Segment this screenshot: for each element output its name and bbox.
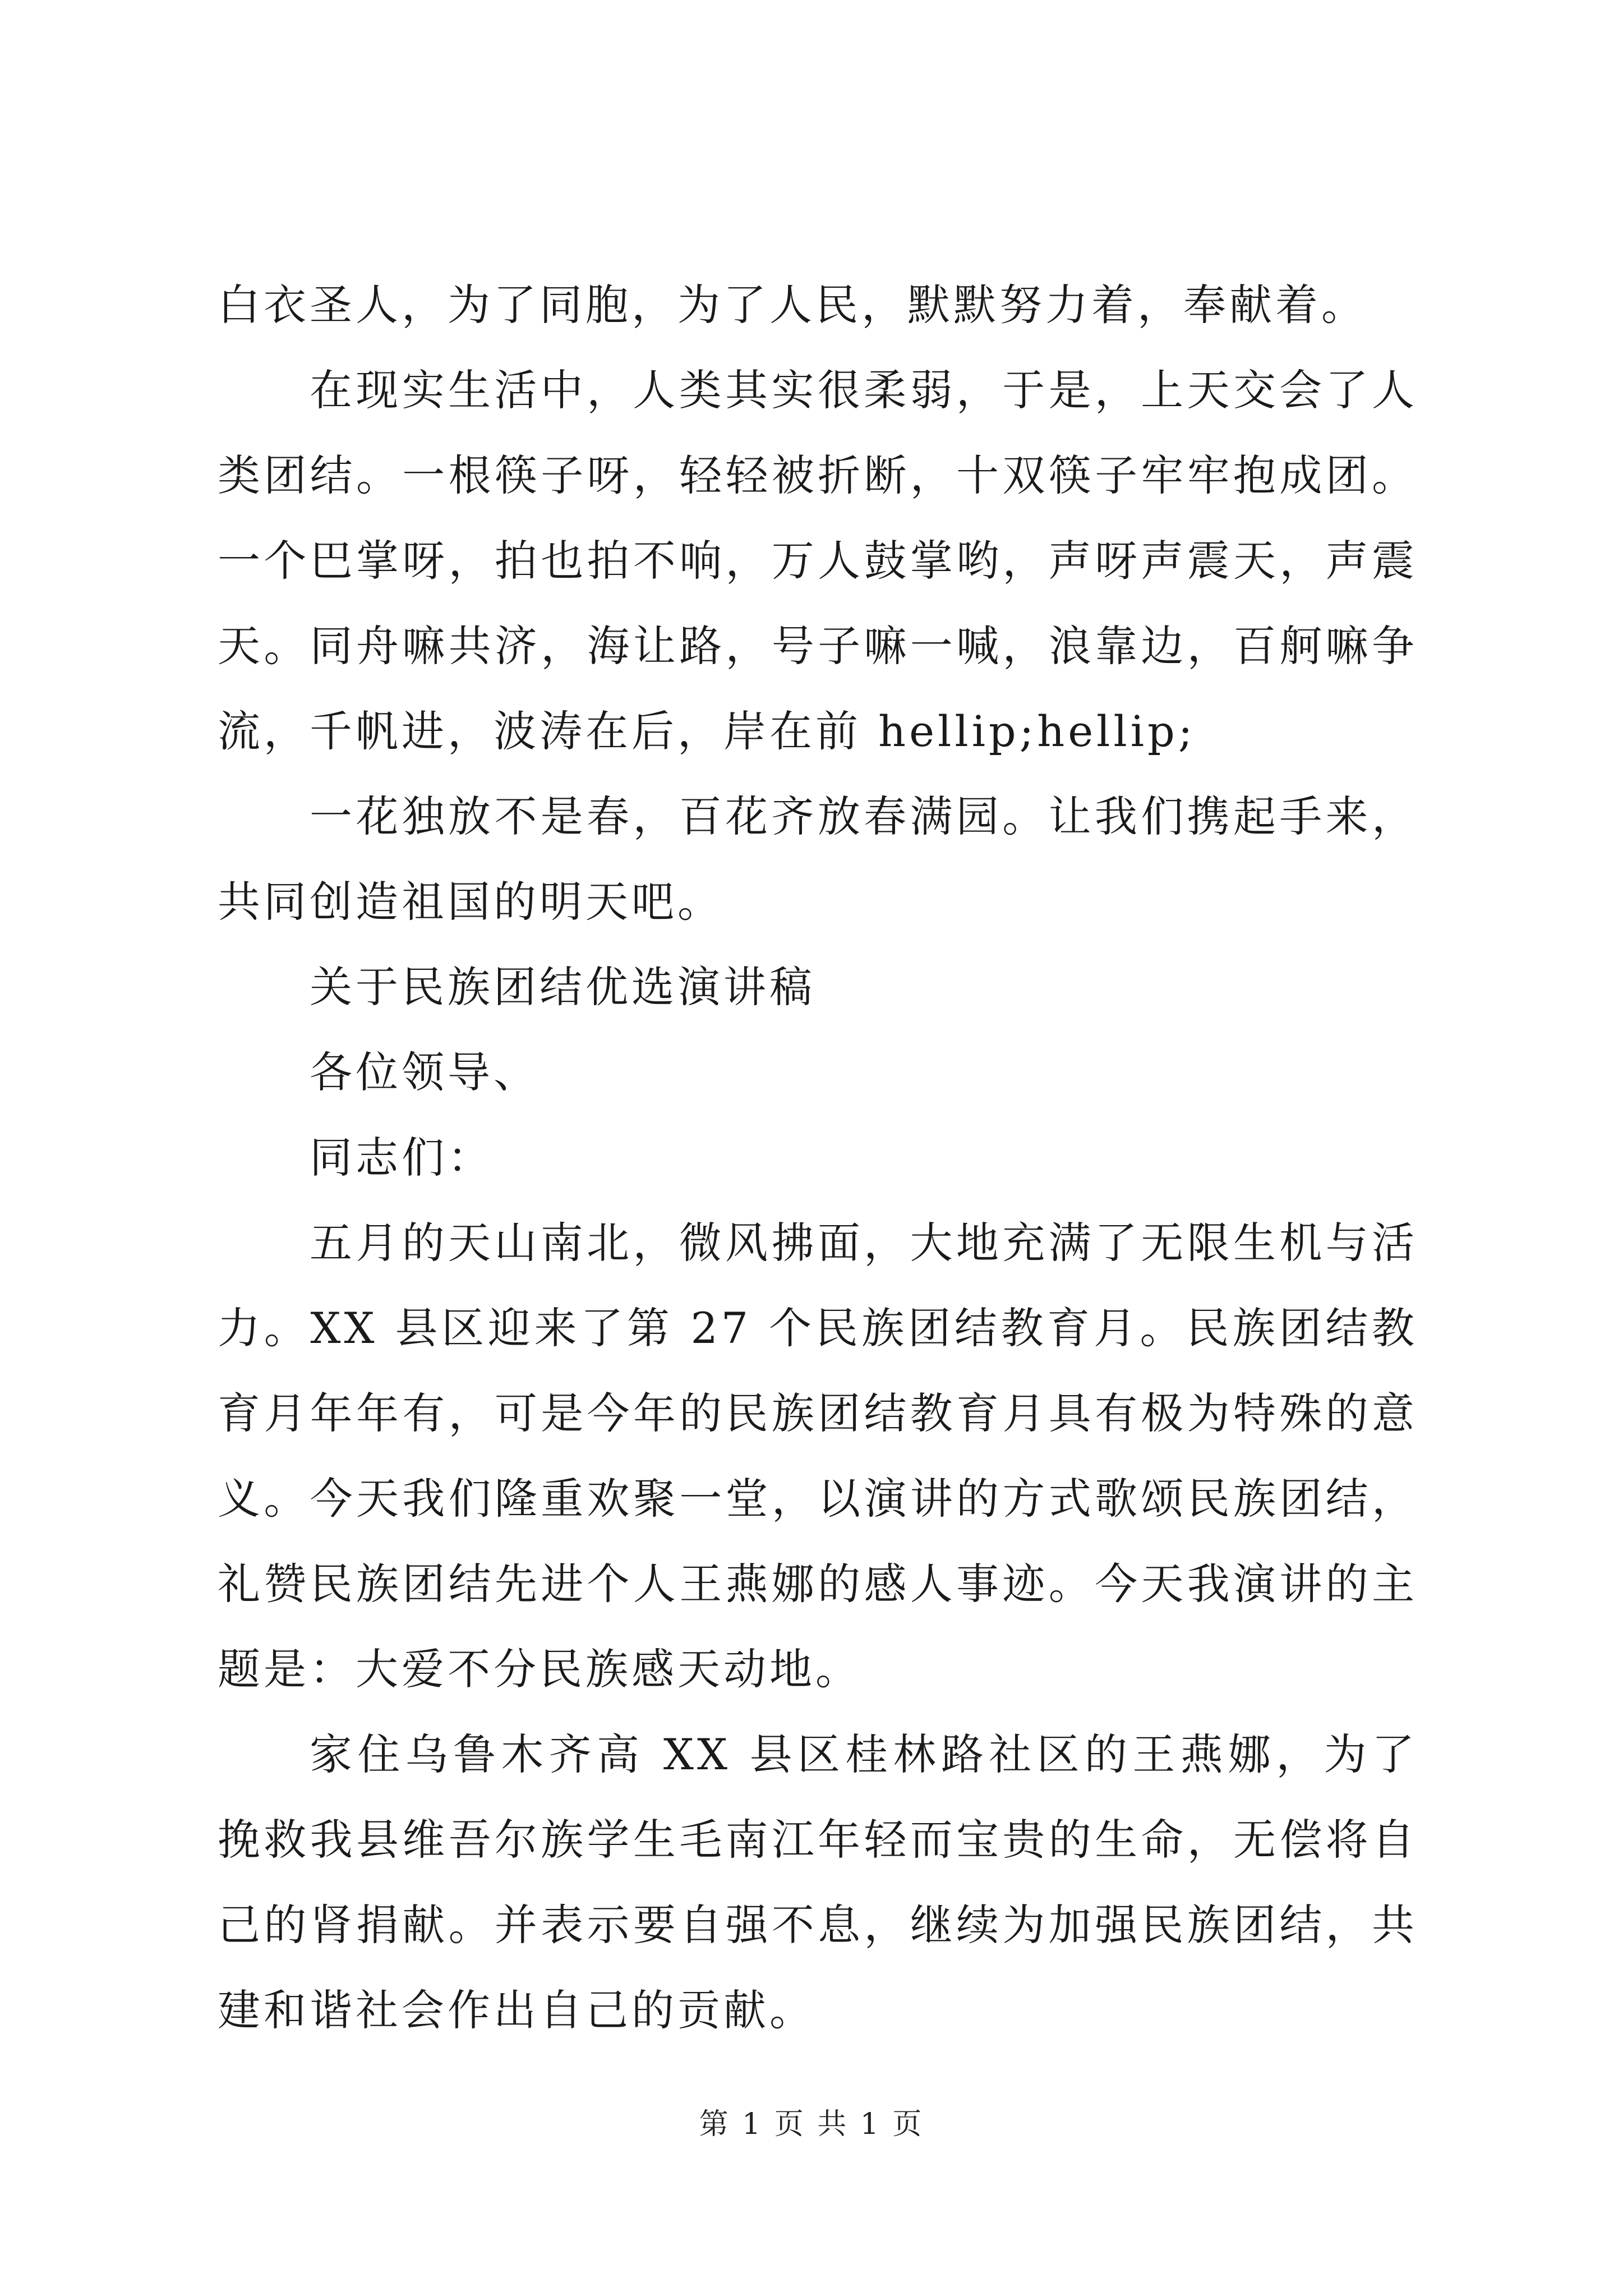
page-footer: 第 1 页 共 1 页	[699, 2108, 924, 2141]
paragraph-8: 家住乌鲁木齐高 XX 县区桂林路社区的王燕娜，为了挽救我县维吾尔族学生毛南江年轻而宝贵的生命，无偿将自己的肾捐献。并表示要自强不息，继续为加强民族团结，共建和谐社会作出自己的贡献。	[218, 1729, 1418, 2035]
speech-title: 关于民族团结优选演讲稿	[310, 962, 815, 1012]
salutation-leaders: 各位领导、	[310, 1047, 540, 1097]
paragraph-2: 在现实生活中，人类其实很柔弱，于是，上天交会了人类团结。一根筷子呀，轻轻被折断，十双筷子牢牢抱成团。一个巴掌呀，拍也拍不响，万人鼓掌哟，声呀声震天，声震天。同舟嘛共济，海让路，号子嘛一喊，浪靠边，百舸嘛争流，千帆进，波涛在后，岸在前 hellip;hellip;	[218, 365, 1418, 756]
paragraph-7: 五月的天山南北，微风拂面，大地充满了无限生机与活力。XX 县区迎来了第 27 个民族团结教育月。民族团结教育月年年有，可是今年的民族团结教育月具有极为特殊的意义。今天我们隆重欢聚一堂，以演讲的方式歌颂民族团结，礼赞民族团结先进个人王燕娜的感人事迹。今天我演讲的主题是：大爱不分民族感天动地。	[218, 1218, 1418, 1694]
document-body	[218, 263, 1418, 2053]
paragraph-1: 白衣圣人，为了同胞，为了人民，默默努力着，奉献着。	[218, 280, 1367, 330]
salutation-comrades: 同志们：	[310, 1133, 494, 1182]
paragraph-3: 一花独放不是春，百花齐放春满园。让我们携起手来，共同创造祖国的明天吧。	[218, 792, 1418, 927]
